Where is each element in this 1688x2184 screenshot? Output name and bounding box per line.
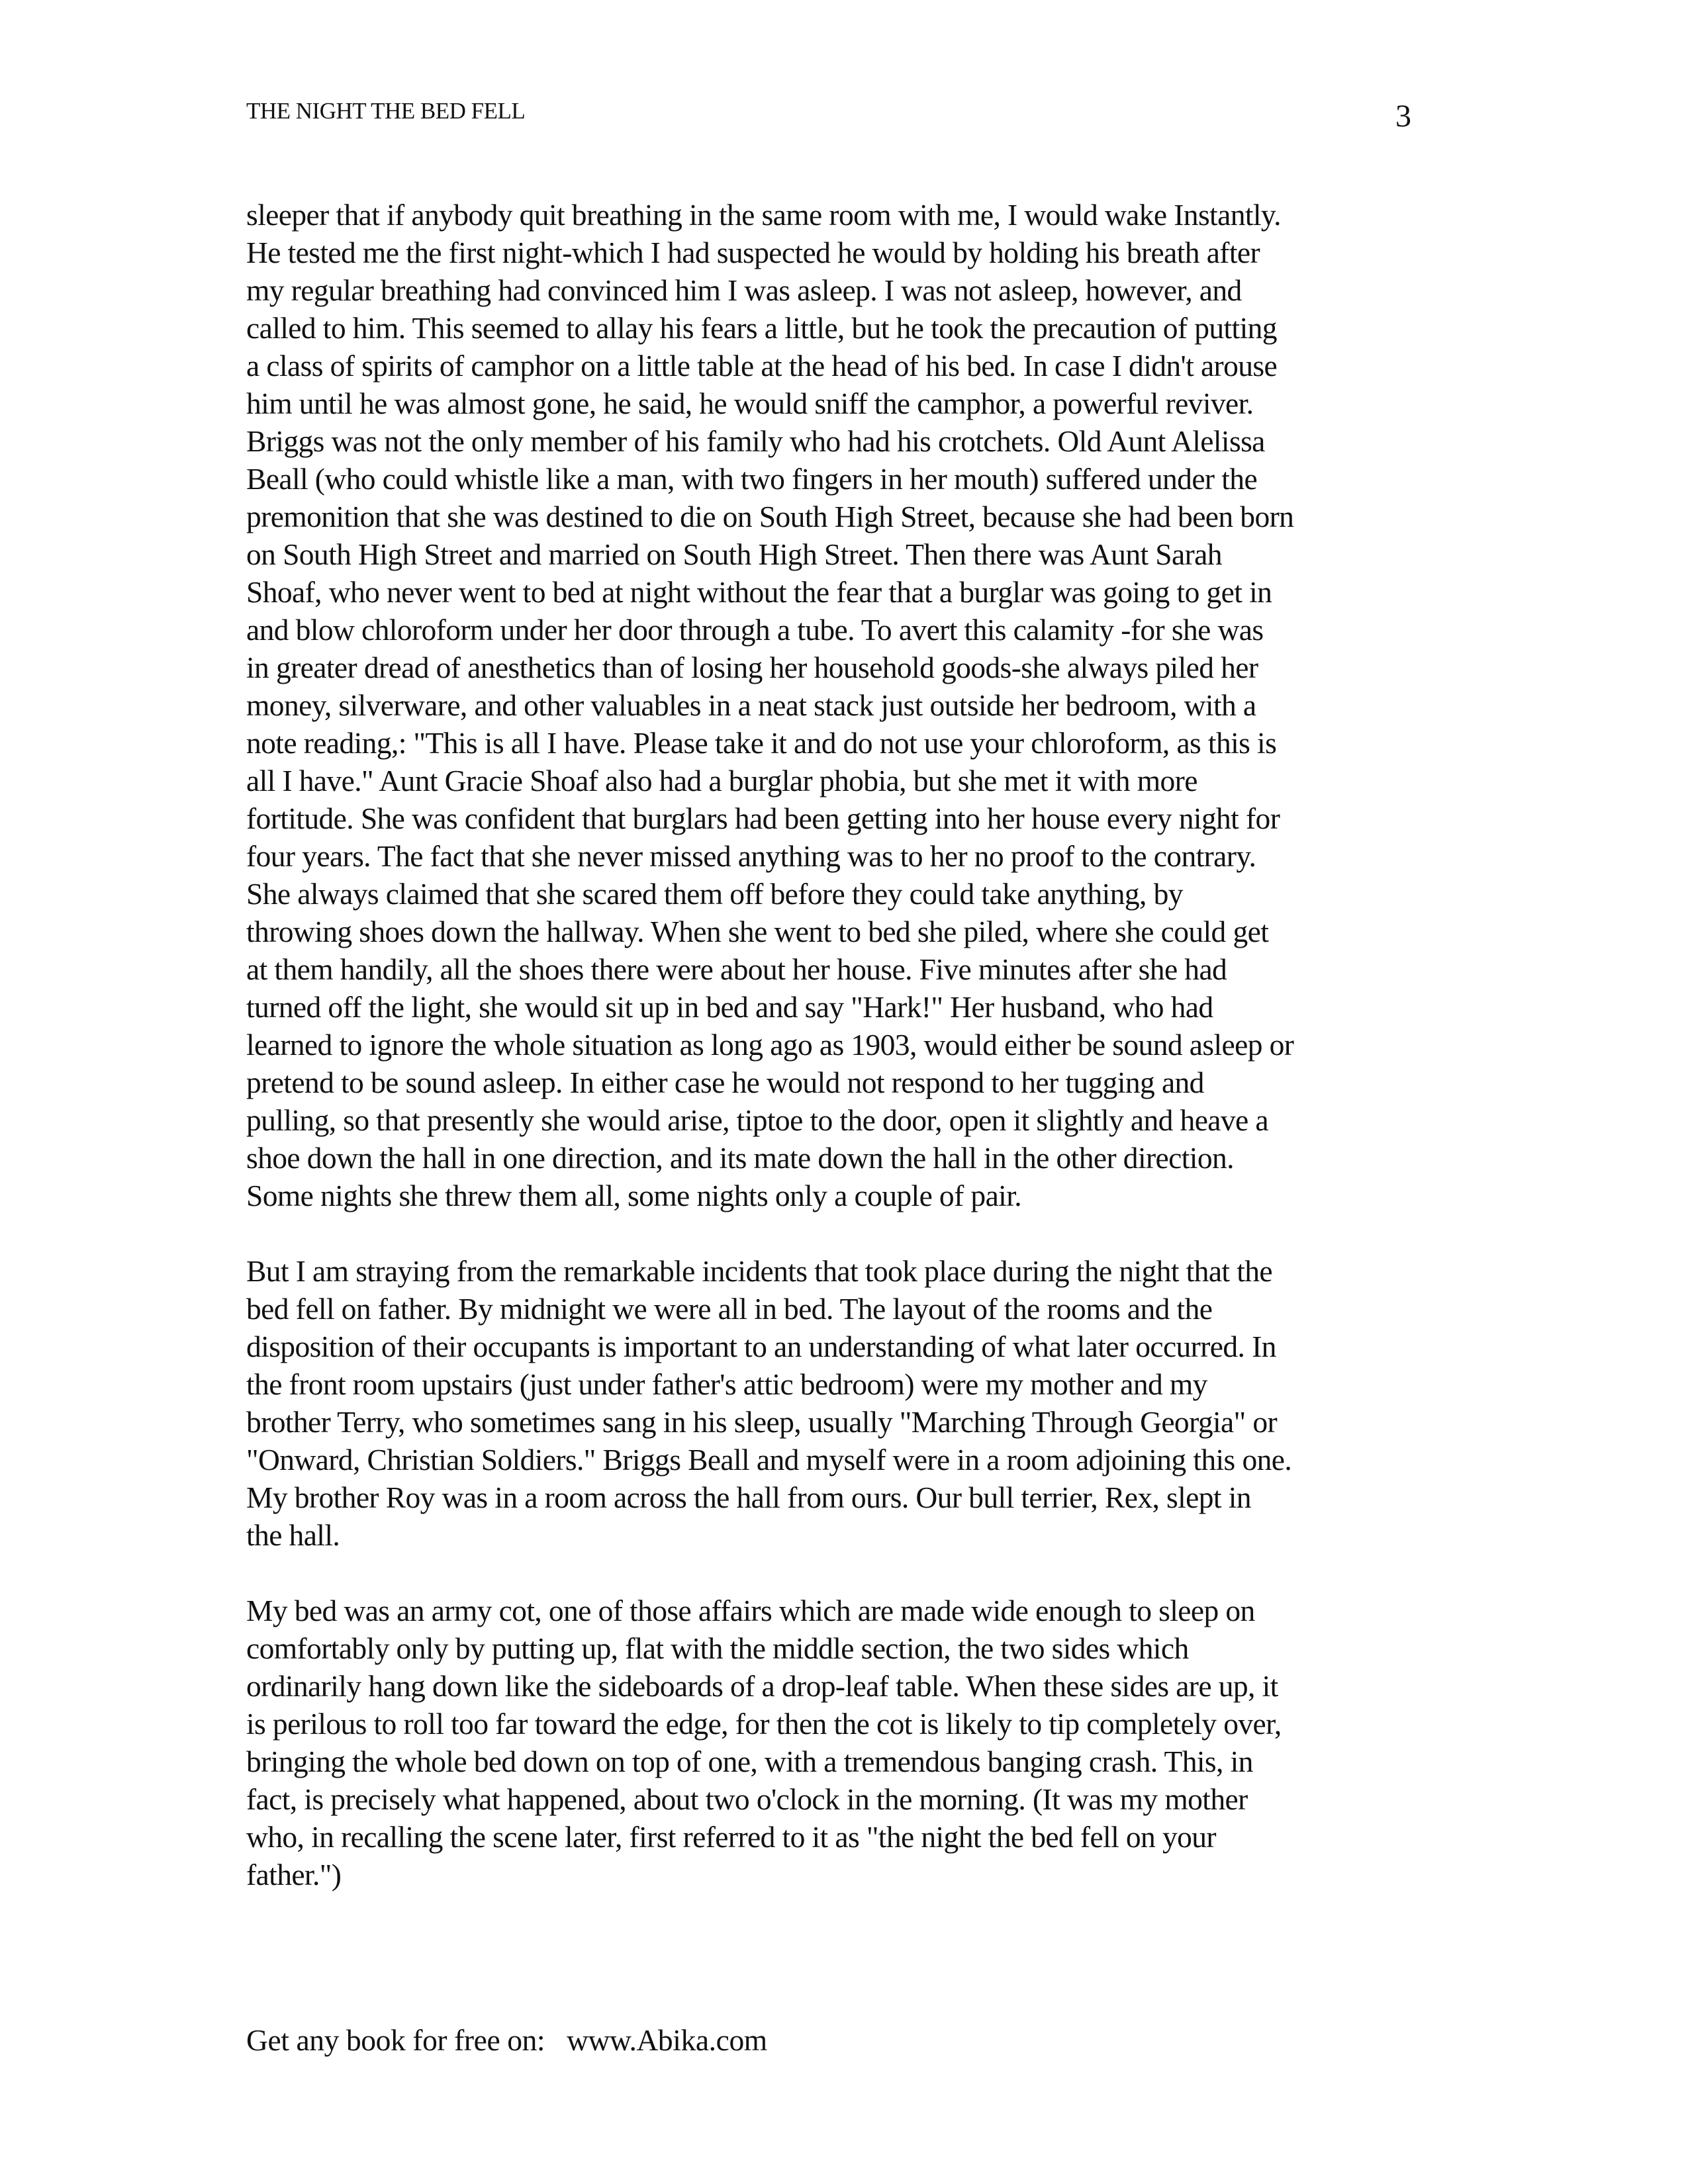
text-line: turned off the light, she would sit up in bed and say "Hark!" Her husband, who had [246,990,1213,1024]
text-line: bed fell on father. By midnight we were all in bed. The layout of the rooms and the [246,1292,1213,1326]
text-line: shoe down the hall in one direction, and its mate down the hall in the other direction. [246,1141,1234,1175]
text-line: him until he was almost gone, he said, he would sniff the camphor, a powerful reviver. [246,387,1254,420]
footer-note: Get any book for free on: www.Abika.com [246,2023,767,2057]
text-line: Some nights she threw them all, some nights only a couple of pair. [246,1179,1022,1212]
text-line: who, in recalling the scene later, first referred to it as "the night the bed fell on your [246,1820,1216,1854]
text-line: brother Terry, who sometimes sang in his sleep, usually "Marching Through Georgia" or [246,1405,1278,1439]
text-line: disposition of their occupants is important to an understanding of what later occurred. In [246,1330,1276,1363]
text-line: comfortably only by putting up, flat with the middle section, the two sides which [246,1631,1189,1665]
text-line: My brother Roy was in a room across the hall from ours. Our bull terrier, Rex, slept in [246,1480,1251,1514]
text-line: called to him. This seemed to allay his fears a little, but he took the precaution of putting [246,311,1277,345]
text-line: in greater dread of anesthetics than of losing her household goods-she always piled her [246,651,1258,684]
running-head-title: THE NIGHT THE BED FELL [246,98,526,124]
body-text [246,196,1425,1931]
text-line: all I have." Aunt Gracie Shoaf also had a burglar phobia, but she met it with more [246,764,1197,797]
text-line: pretend to be sound asleep. In either case he would not respond to her tugging and [246,1066,1204,1099]
page-number: 3 [1395,99,1411,134]
text-line: She always claimed that she scared them off before they could take anything, by [246,877,1183,911]
text-line: ordinarily hang down like the sideboards of a drop-leaf table. When these sides are up, it [246,1669,1278,1703]
text-line: sleeper that if anybody quit breathing in the same room with me, I would wake Instantly. [246,198,1281,232]
text-line: on South High Street and married on South High Street. Then there was Aunt Sarah [246,537,1222,571]
text-line: the front room upstairs (just under father's attic bedroom) were my mother and my [246,1367,1207,1401]
text-line: and blow chloroform under her door through a tube. To avert this calamity -for she was [246,613,1264,647]
text-line: my regular breathing had convinced him I was asleep. I was not asleep, however, and [246,273,1242,307]
text-line: bringing the whole bed down on top of one, with a tremendous banging crash. This, in [246,1745,1253,1778]
text-line: He tested me the first night-which I had suspected he would by holding his breath after [246,236,1260,269]
text-line: But I am straying from the remarkable incidents that took place during the night that the [246,1254,1273,1288]
paragraph [246,1252,1425,1554]
text-line: four years. The fact that she never missed anything was to her no proof to the contrary. [246,839,1256,873]
text-line: learned to ignore the whole situation as long ago as 1903, would either be sound asleep or [246,1028,1294,1062]
text-line: at them handily, all the shoes there were about her house. Five minutes after she had [246,952,1227,986]
text-line: fortitude. She was confident that burglars had been getting into her house every night for [246,801,1280,835]
text-line: is perilous to roll too far toward the edge, for then the cot is likely to tip completely over, [246,1707,1282,1741]
text-line: a class of spirits of camphor on a little table at the head of his bed. In case I didn't arouse [246,349,1278,383]
text-line: Briggs was not the only member of his family who had his crotchets. Old Aunt Alelissa [246,424,1265,458]
text-line: fact, is precisely what happened, about two o'clock in the morning. (It was my mother [246,1782,1248,1816]
text-line: "Onward, Christian Soldiers." Briggs Beall and myself were in a room adjoining this one. [246,1443,1292,1477]
text-line: My bed was an army cot, one of those affairs which are made wide enough to sleep on [246,1594,1255,1627]
text-line: Shoaf, who never went to bed at night without the fear that a burglar was going to get in [246,575,1272,609]
text-line: pulling, so that presently she would arise, tiptoe to the door, open it slightly and heave a [246,1103,1269,1137]
paragraph [246,196,1425,1214]
text-line: the hall. [246,1518,340,1552]
text-line: note reading,: "This is all I have. Please take it and do not use your chloroform, as this is [246,726,1277,760]
text-line: throwing shoes down the hallway. When she went to bed she piled, where she could get [246,915,1269,948]
text-line: father.") [246,1858,342,1891]
paragraph [246,1592,1425,1893]
text-line: money, silverware, and other valuables in a neat stack just outside her bedroom, with a [246,688,1256,722]
text-line: premonition that she was destined to die on South High Street, because she had been born [246,500,1294,533]
text-line: Beall (who could whistle like a man, with two fingers in her mouth) suffered under the [246,462,1258,496]
